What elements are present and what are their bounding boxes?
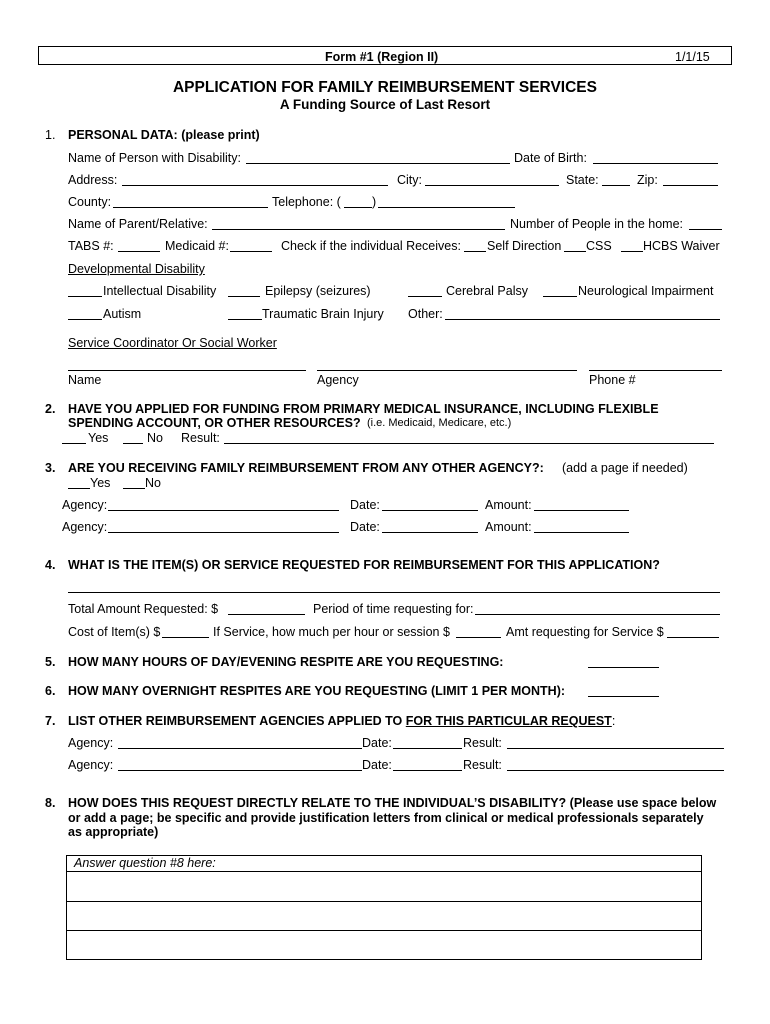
telephone-label: Telephone: ( bbox=[272, 195, 341, 209]
s3-amount1-field[interactable] bbox=[534, 510, 629, 511]
s3-date1-field[interactable] bbox=[382, 510, 478, 511]
zip-field[interactable] bbox=[663, 185, 718, 186]
section-7-question bbox=[68, 714, 615, 728]
s7-date2-label: Date: bbox=[362, 758, 392, 772]
self-direction-checkbox[interactable] bbox=[464, 251, 486, 252]
hcbs-checkbox[interactable] bbox=[621, 251, 643, 252]
self-direction-label: Self Direction bbox=[487, 239, 562, 253]
state-label: State: bbox=[566, 173, 599, 187]
autism-label: Autism bbox=[103, 307, 142, 321]
section-7-colon: : bbox=[611, 714, 616, 728]
hcbs-label: HCBS Waiver bbox=[643, 239, 720, 253]
total-requested-field[interactable] bbox=[228, 614, 305, 615]
service-rate-field[interactable] bbox=[456, 637, 501, 638]
section-8-number: 8. bbox=[45, 796, 56, 810]
other-label: Other: bbox=[408, 307, 443, 321]
tabs-label: TABS #: bbox=[68, 239, 114, 253]
s3-yes-checkbox[interactable] bbox=[68, 488, 90, 489]
s3-no-label: No bbox=[145, 476, 161, 490]
city-field[interactable] bbox=[425, 185, 559, 186]
s7-date1-label: Date: bbox=[362, 736, 392, 750]
total-requested-label: Total Amount Requested: $ bbox=[68, 602, 219, 616]
people-field[interactable] bbox=[689, 229, 722, 230]
s4-item-field[interactable] bbox=[68, 592, 720, 593]
s2-no-checkbox[interactable] bbox=[123, 443, 143, 444]
cost-field[interactable] bbox=[162, 637, 209, 638]
sc-phone-field[interactable] bbox=[589, 370, 722, 371]
s2-no-label: No bbox=[147, 431, 163, 445]
css-label: CSS bbox=[586, 239, 612, 253]
s3-amount1-label: Amount: bbox=[485, 498, 532, 512]
section-3-number: 3. bbox=[45, 461, 56, 475]
section-1-heading: PERSONAL DATA: (please print) bbox=[68, 128, 260, 142]
name-label: Name of Person with Disability: bbox=[68, 151, 241, 165]
s3-date2-field[interactable] bbox=[382, 532, 478, 533]
sc-name-label: Name bbox=[68, 373, 102, 387]
epilepsy-checkbox[interactable] bbox=[228, 296, 260, 297]
section-5-number: 5. bbox=[45, 655, 56, 669]
sc-phone-label: Phone # bbox=[589, 373, 636, 387]
s7-agency1-label: Agency: bbox=[68, 736, 114, 750]
city-label: City: bbox=[397, 173, 422, 187]
s7-agency2-label: Agency: bbox=[68, 758, 114, 772]
section-8-question-line3: as appropriate) bbox=[68, 825, 159, 839]
s3-date1-label: Date: bbox=[350, 498, 380, 512]
css-checkbox[interactable] bbox=[564, 251, 586, 252]
s3-agency2-field[interactable] bbox=[108, 532, 339, 533]
cost-label: Cost of Item(s) $ bbox=[68, 625, 161, 639]
sc-agency-label: Agency bbox=[317, 373, 359, 387]
state-field[interactable] bbox=[602, 185, 630, 186]
page-title: APPLICATION FOR FAMILY REIMBURSEMENT SERVICES bbox=[172, 79, 597, 96]
respite-hours-field[interactable] bbox=[588, 667, 659, 668]
neuro-checkbox[interactable] bbox=[543, 296, 577, 297]
other-field[interactable] bbox=[445, 319, 720, 320]
answer-label: Answer question #8 here: bbox=[74, 856, 216, 870]
section-3-note: (add a page if needed) bbox=[562, 461, 688, 475]
answer-row[interactable] bbox=[67, 901, 701, 902]
people-label: Number of People in the home: bbox=[510, 217, 684, 231]
section-3-question: ARE YOU RECEIVING FAMILY REIMBURSEMENT FROM ANY OTHER AGENCY?: bbox=[68, 461, 544, 475]
s7-result1-label: Result: bbox=[463, 736, 502, 750]
s3-amount2-label: Amount: bbox=[485, 520, 532, 534]
section-2-question-line1: HAVE YOU APPLIED FOR FUNDING FROM PRIMARY MEDICAL INSURANCE, INCLUDING FLEXIBLE bbox=[68, 402, 659, 416]
tabs-field[interactable] bbox=[118, 251, 160, 252]
medicaid-field[interactable] bbox=[230, 251, 272, 252]
dob-field[interactable] bbox=[593, 163, 718, 164]
section-1-number: 1. bbox=[45, 128, 56, 142]
telephone-close-paren: ) bbox=[372, 195, 377, 209]
period-label: Period of time requesting for: bbox=[313, 602, 474, 616]
service-rate-label: If Service, how much per hour or session $ bbox=[213, 625, 450, 639]
county-label: County: bbox=[68, 195, 112, 209]
tbi-label: Traumatic Brain Injury bbox=[262, 307, 384, 321]
s3-yes-label: Yes bbox=[90, 476, 111, 490]
s3-agency1-label: Agency: bbox=[62, 498, 108, 512]
section-2-note: (i.e. Medicaid, Medicare, etc.) bbox=[367, 417, 512, 429]
s3-agency1-field[interactable] bbox=[108, 510, 339, 511]
amt-service-field[interactable] bbox=[667, 637, 719, 638]
service-coordinator-heading: Service Coordinator Or Social Worker bbox=[68, 336, 277, 350]
form-label: Form #1 (Region II) bbox=[325, 50, 439, 64]
dob-label: Date of Birth: bbox=[514, 151, 587, 165]
section-6-number: 6. bbox=[45, 684, 56, 698]
page-subtitle: A Funding Source of Last Resort bbox=[279, 97, 491, 112]
s7-date2-field[interactable] bbox=[393, 770, 462, 771]
sc-name-field[interactable] bbox=[68, 370, 306, 371]
address-field[interactable] bbox=[122, 185, 388, 186]
epilepsy-label: Epilepsy (seizures) bbox=[265, 284, 371, 298]
s7-agency1-field[interactable] bbox=[118, 748, 362, 749]
address-label: Address: bbox=[68, 173, 118, 187]
autism-checkbox[interactable] bbox=[68, 319, 102, 320]
parent-label: Name of Parent/Relative: bbox=[68, 217, 208, 231]
section-8-question-line2: or add a page; be specific and provide justification letters from clinical or medical professionals separately bbox=[68, 811, 704, 825]
s2-yes-label: Yes bbox=[88, 431, 109, 445]
name-field[interactable] bbox=[246, 163, 510, 164]
intellectual-label: Intellectual Disability bbox=[103, 284, 217, 298]
telephone-area-code-field[interactable] bbox=[344, 207, 372, 208]
answer-row[interactable] bbox=[67, 871, 701, 872]
cerebral-palsy-checkbox[interactable] bbox=[408, 296, 442, 297]
s3-date2-label: Date: bbox=[350, 520, 380, 534]
section-4-number: 4. bbox=[45, 558, 56, 572]
section-6-question: HOW MANY OVERNIGHT RESPITES ARE YOU REQUESTING (LIMIT 1 PER MONTH): bbox=[68, 684, 566, 698]
neuro-label: Neurological Impairment bbox=[578, 284, 714, 298]
section-2-number: 2. bbox=[45, 402, 56, 416]
s7-agency2-field[interactable] bbox=[118, 770, 362, 771]
s2-result-field[interactable] bbox=[224, 443, 714, 444]
period-field[interactable] bbox=[475, 614, 720, 615]
s3-agency2-label: Agency: bbox=[62, 520, 108, 534]
developmental-disability-heading: Developmental Disability bbox=[68, 262, 205, 276]
intellectual-checkbox[interactable] bbox=[68, 296, 102, 297]
s7-result2-field[interactable] bbox=[507, 770, 724, 771]
s3-no-checkbox[interactable] bbox=[123, 488, 145, 489]
tbi-checkbox[interactable] bbox=[228, 319, 262, 320]
section-8-question-line1: HOW DOES THIS REQUEST DIRECTLY RELATE TO THE INDIVIDUAL’S DISABILITY? (Please use space below bbox=[68, 796, 717, 810]
sc-agency-field[interactable] bbox=[317, 370, 577, 371]
form-date: 1/1/15 bbox=[675, 50, 710, 64]
zip-label: Zip: bbox=[637, 173, 658, 187]
s3-amount2-field[interactable] bbox=[534, 532, 629, 533]
s2-yes-checkbox[interactable] bbox=[62, 443, 86, 444]
s7-date1-field[interactable] bbox=[393, 748, 462, 749]
check-receives-label: Check if the individual Receives: bbox=[281, 239, 461, 253]
section-4-question: WHAT IS THE ITEM(S) OR SERVICE REQUESTED FOR REIMBURSEMENT FOR THIS APPLICATION? bbox=[68, 558, 660, 572]
section-7-question-underlined: FOR THIS PARTICULAR REQUEST bbox=[405, 714, 612, 728]
section-7-question-text: LIST OTHER REIMBURSEMENT AGENCIES APPLIED TO bbox=[68, 714, 403, 728]
s2-result-label: Result: bbox=[181, 431, 220, 445]
county-field[interactable] bbox=[113, 207, 268, 208]
medicaid-label: Medicaid #: bbox=[165, 239, 229, 253]
cerebral-palsy-label: Cerebral Palsy bbox=[446, 284, 528, 298]
section-5-question: HOW MANY HOURS OF DAY/EVENING RESPITE ARE YOU REQUESTING: bbox=[68, 655, 504, 669]
section-7-number: 7. bbox=[45, 714, 56, 728]
s7-result1-field[interactable] bbox=[507, 748, 724, 749]
answer-box[interactable] bbox=[66, 855, 702, 960]
s7-result2-label: Result: bbox=[463, 758, 502, 772]
parent-field[interactable] bbox=[212, 229, 505, 230]
amt-service-label: Amt requesting for Service $ bbox=[506, 625, 664, 639]
overnight-respite-field[interactable] bbox=[588, 696, 659, 697]
section-2-question-line2: SPENDING ACCOUNT, OR OTHER RESOURCES? bbox=[68, 416, 361, 430]
telephone-field[interactable] bbox=[378, 207, 515, 208]
answer-row[interactable] bbox=[67, 930, 701, 931]
